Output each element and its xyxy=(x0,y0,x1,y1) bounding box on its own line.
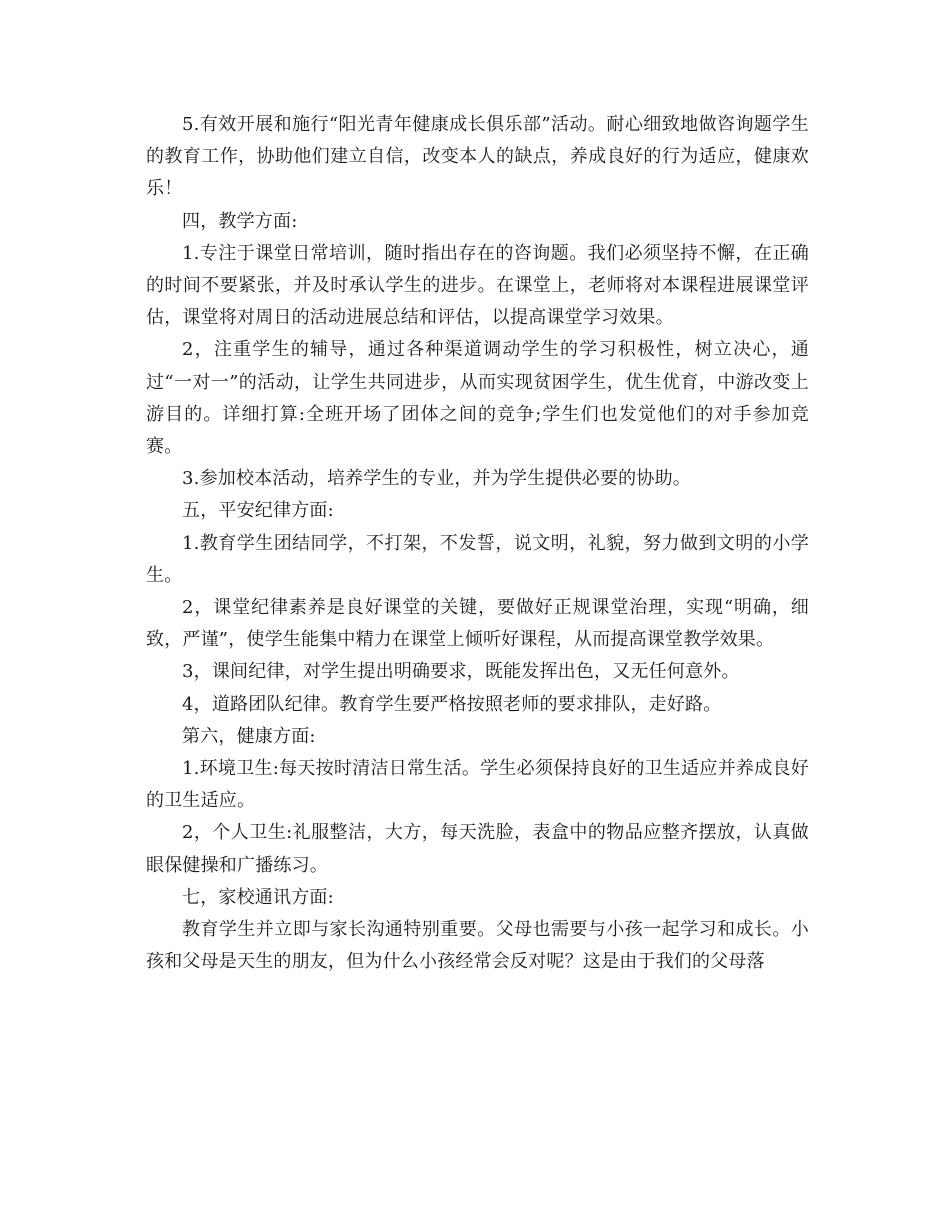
paragraph-4: 2，注重学生的辅导，通过各种渠道调动学生的学习积极性，树立决心，通过“一对一”的活动，让学生共同进步，从而实现贫困学生，优生优育，中游改变上游目的。详细打算:全班开场了团体之间的竞争;学生们也发觉他们的对手参加竞赛。 xyxy=(146,339,809,458)
paragraph-13: 2，个人卫生:礼服整洁，大方，每天洗脸，表盒中的物品应整齐摆放，认真做眼保健操和广播练习。 xyxy=(146,822,809,876)
document-body xyxy=(146,109,809,978)
paragraph-10: 4，道路团队纪律。教育学生要严格按照老师的要求排队，走好路。 xyxy=(182,693,722,715)
paragraph-12: 1.环境卫生:每天按时清洁日常生活。学生必须保持良好的卫生适应并养成良好的卫生适应。 xyxy=(146,758,809,812)
paragraph-7: 1.教育学生团结同学，不打架，不发誓，说文明，礼貌，努力做到文明的小学生。 xyxy=(146,532,809,586)
paragraph-9: 3，课间纪律，对学生提出明确要求，既能发挥出色，又无任何意外。 xyxy=(182,661,740,683)
paragraph-1: 5.有效开展和施行“阳光青年健康成长俱乐部”活动。耐心细致地做咨询题学生的教育工作，协助他们建立自信，改变本人的缺点，养成良好的行为适应，健康欢乐！ xyxy=(146,114,809,200)
section-heading-discipline: 五，平安纪律方面: xyxy=(182,500,334,522)
paragraph-8: 2，课堂纪律素养是良好课堂的关键，要做好正规课堂治理，实现“明确，细致，严谨”，使学生能集中精力在课堂上倾听好课程，从而提高课堂教学效果。 xyxy=(146,597,809,651)
section-heading-health: 第六，健康方面: xyxy=(182,725,316,747)
section-heading-home-school: 七，家校通讯方面: xyxy=(182,886,334,908)
paragraph-3: 1.专注于课堂日常培训，随时指出存在的咨询题。我们必须坚持不懈，在正确的时间不要紧张，并及时承认学生的进步。在课堂上，老师将对本课程进展课堂评估，课堂将对周日的活动进展总结和评估，以提高课堂学习效果。 xyxy=(146,242,809,329)
paragraph-15: 教育学生并立即与家长沟通特别重要。父母也需要与小孩一起学习和成长。小孩和父母是天生的朋友，但为什么小孩经常会反对呢？这是由于我们的父母落 xyxy=(146,919,809,973)
paragraph-5: 3.参加校本活动，培养学生的专业，并为学生提供必要的协助。 xyxy=(182,468,691,490)
section-heading-teaching: 四，教学方面: xyxy=(182,210,298,232)
